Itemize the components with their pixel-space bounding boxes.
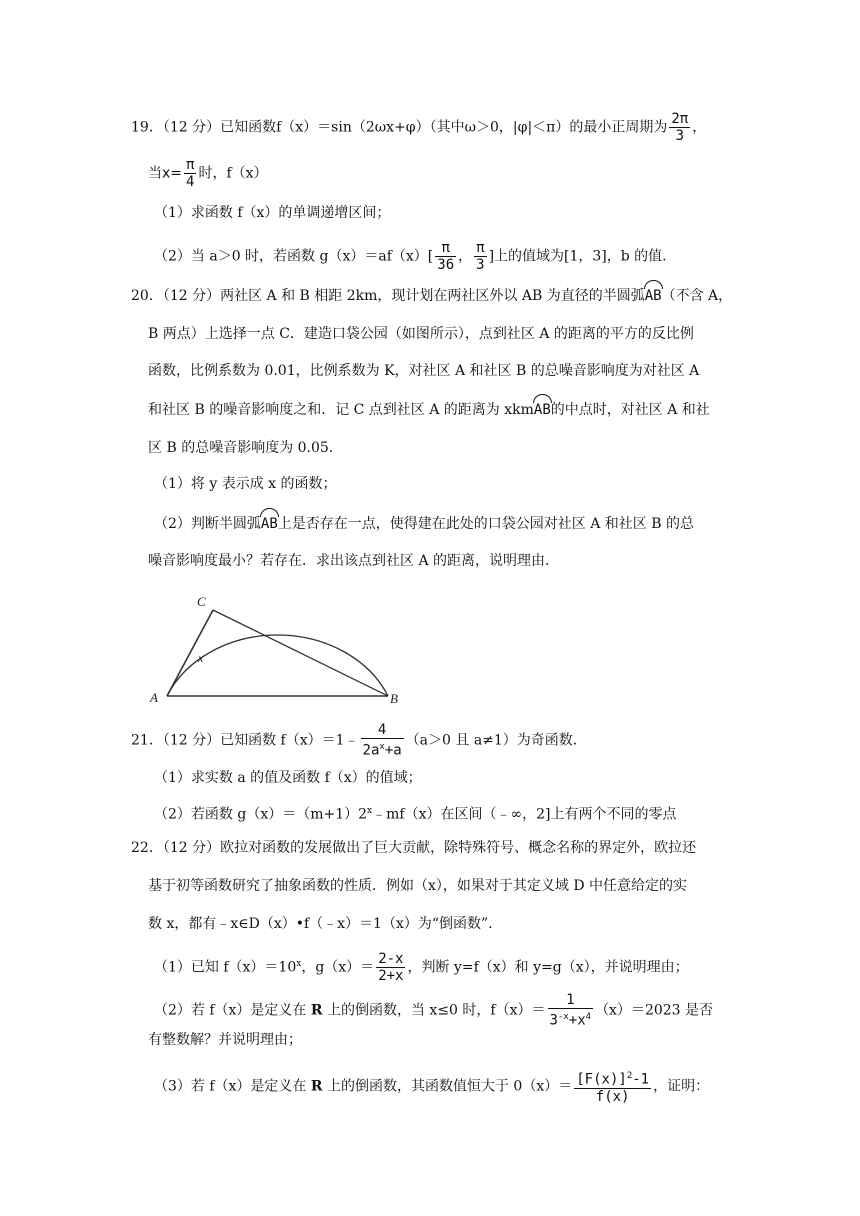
q19-number: 19． <box>131 119 163 136</box>
q20-sub2: （2）判断半圆弧AB上是否存在一点，使得建在此处的口袋公园对社区 A 和社区 B 的总 <box>154 516 694 532</box>
q19-period-fraction: $\frac{2\pi}{3}$ <box>671 111 689 144</box>
q20-number: 20． <box>131 288 163 304</box>
semicircle-arc <box>167 635 388 696</box>
q22-g-fraction: $\frac{2-x}{2+x}$ <box>378 951 404 984</box>
q19-score: （12 分） <box>162 119 221 136</box>
q19-line2: 当x= $\frac{\pi}{4}$ 时，f（x） <box>148 157 268 190</box>
segment-ac <box>167 610 213 696</box>
q22-h-fraction: $\frac{1}{3^{-x}+x^4}$ <box>549 992 592 1029</box>
q22-number: 22． <box>131 840 163 856</box>
q21-fraction: $\frac{4}{2a^x+a}$ <box>362 722 402 759</box>
label-c: C <box>197 594 206 609</box>
q22-k-fraction: $\frac{[F(x)]^2-1}{f(x)}$ <box>576 1071 650 1105</box>
q19-line1: 19．（12 分）已知函数f（x）＝sin（2ωx+φ）（其中ω＞0，|φ|＜π）的最小正周期为 $\frac{2\pi}{3}$ ， <box>131 111 707 144</box>
q19-x-fraction: $\frac{\pi}{4}$ <box>186 157 195 190</box>
q20-score: （12 分） <box>162 288 221 304</box>
q21-line1: 21．（12 分）已知函数 f（x）＝1﹣ $\frac{4}{2a^x+a}$ （a＞0 且 a≠1）为奇函数． <box>131 722 587 759</box>
q19-sub2: （2）当 a＞0 时，若函数 g（x）＝af（x）[ $\frac{\pi}{36}$ ， $\frac{\pi}{3}$ ]上的值域为[1，3]，b 的值. <box>154 240 667 273</box>
q20-line3: 函数，比例系数为 0.01，比例系数为 K，对社区 A 和社区 B 的总噪音影响度为对社区 A <box>148 363 700 379</box>
q22-line2: 基于初等函数研究了抽象函数的性质．例如（x），如果对于其定义域 D 中任意给定的实 <box>148 878 688 894</box>
segment-cb <box>213 610 388 696</box>
q20-sub1: （1）将 y 表示成 x 的函数； <box>154 476 337 492</box>
q21-score: （12 分） <box>162 732 221 749</box>
q22-sub2-cont: 有整数解？并说明理由； <box>148 1032 302 1048</box>
q20-line1: 20．（12 分）两社区 A 和 B 相距 2km，现计划在两社区外以 AB 为直径的半圆弧AB（不含 A， <box>131 288 733 304</box>
q21-number: 21． <box>131 732 163 749</box>
q22-sub2: （2）若 f（x）是定义在 R 上的倒函数，当 x≤0 时，f（x）＝ $\frac{1}{3^{-x}+x^4}$ （x）＝2023 是否 <box>154 992 714 1029</box>
q22-sub3: （3）若 f（x）是定义在 R 上的倒函数，其函数值恒大于 0（x）＝ $\frac{[F(x)]^2-1}{f(x)}$ ，证明： <box>154 1068 709 1105</box>
label-a: A <box>150 690 158 705</box>
q21-sub2: （2）若函数 $g(x)=(m+1)2^x﹣mf(x)$在区间（﹣∞，2]上有两个不同的零点 <box>154 806 677 823</box>
q20-line2: B 两点）上选择一点 C．建造口袋公园（如图所示），点到社区 A 的距离的平方的反比例 <box>148 326 694 342</box>
q22-line3: 数 x，都有﹣x∈D（x）•f（﹣x）＝1（x）为“倒函数”. <box>148 916 493 932</box>
arc-ab-symbol: AB <box>533 402 551 418</box>
arc-ab-symbol: AB <box>260 516 278 532</box>
label-b: B <box>390 691 398 705</box>
q22-line1: 22．（12 分）欧拉对函数的发展做出了巨大贡献，除特殊符号、概念名称的界定外，欧拉还 <box>131 840 697 856</box>
q20-line4: 和社区 B 的噪音影响度之和．记 C 点到社区 A 的距离为 xkmAB的中点时，对社区 A 和社 <box>148 402 710 418</box>
semicircle-figure <box>140 590 410 705</box>
q19-sub1: （1）求函数 f（x）的单调递增区间； <box>154 205 391 221</box>
q21-sub1: （1）求实数 a 的值及函数 f（x）的值域； <box>154 770 422 786</box>
q22-sub1: （1）已知 $f(x)=10^x$，g（x）＝ $\frac{2-x}{2+x}$ ，判断 y=f（x）和 y=g（x），并说明理由； <box>154 951 689 984</box>
arc-ab-symbol: AB <box>644 288 662 304</box>
q20-line5: 区 B 的总噪音影响度为 0.05． <box>148 440 343 456</box>
label-x: x <box>198 651 204 665</box>
q22-score: （12 分） <box>162 840 221 856</box>
q20-sub2-cont: 噪音影响度最小？若存在．求出该点到社区 A 的距离，说明理由． <box>148 553 560 569</box>
